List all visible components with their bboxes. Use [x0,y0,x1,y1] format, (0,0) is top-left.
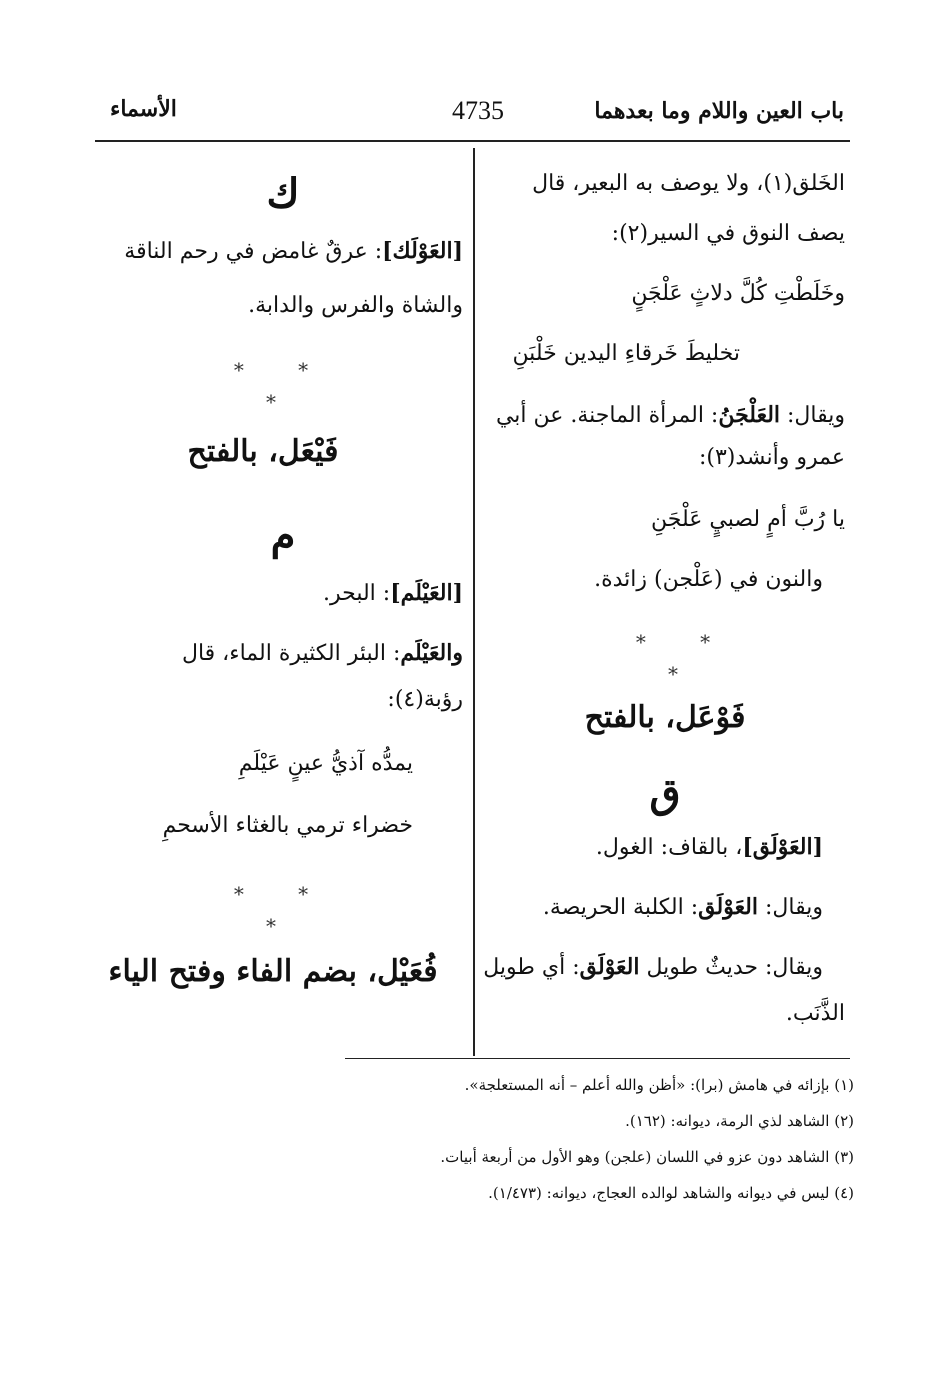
entry-definition: : البئر الكثيرة الماء، قال [181,641,401,666]
section-separator: * * * [635,630,735,686]
dictionary-entry [124,234,463,269]
text-prefix: ويقال: [765,895,823,920]
entry-definition: : البحر. [322,581,391,606]
footnote: (١) بإزائه في هامش (برا): «أظن والله أعلم – أنه المستعلجة». [464,1076,854,1094]
verse-line: تخليطَ خَرقاءِ اليدين خَلْبَنِ [512,341,740,366]
dictionary-entry [543,890,823,925]
entry-definition: : الكلبة الحريصة. [542,895,699,920]
page-number: 4735 [452,96,504,125]
entry-term: [العَوْلَق] [742,834,823,860]
text-line: عمرو وأنشد(٣): [698,445,845,470]
verse-line: وخَلَطْتِ كُلَّ دلاثٍ عَلْجَنٍ [631,281,845,306]
section-heading: فَيْعَل، بالفتح [187,434,339,469]
footnote: (٤) ليس في ديوانه والشاهد لوالده العجاج، ديوانه: (١/٤٧٣). [488,1184,854,1202]
text-prefix: ويقال: [787,403,845,428]
letter-heading: ك [266,170,300,217]
footnote: (٢) الشاهد لذي الرمة، ديوانه: (١٦٢). [625,1112,854,1130]
footnote: (٣) الشاهد دون عزو في اللسان (علجن) وهو الأول من أربعة أبيات. [440,1148,854,1166]
text-line: الذَّنَب. [785,1001,845,1026]
section-separator: * * * [233,358,333,414]
verse-line: خضراء ترمي بالغثاء الأسحمِ [162,813,413,838]
text-prefix: ويقال: حديثٌ طويل [646,955,823,980]
dictionary-entry [596,830,823,865]
verse-line: يا رُبَّ أمٍ لصبيٍ عَلْجَنِ [651,507,845,532]
text-line: والشاة والفرس والدابة. [248,293,463,318]
text-line: يصف النوق في السير(٢): [611,221,845,246]
section-heading: فَوْعَل، بالفتح [584,700,746,735]
entry-term: والعَيْلَم [400,640,463,666]
entry-term: العَوْلَق [698,894,759,920]
entry-definition: ، بالقاف: الغول. [595,835,743,860]
text-line: رؤبة(٤): [387,687,463,712]
entry-term: [العَيْلَم] [390,580,463,606]
header-chapter-title: باب العين واللام وما بعدهما [594,98,844,124]
footnote-rule [345,1058,850,1059]
entry-term: العَوْلَق [579,954,640,980]
section-separator: * * * [233,882,333,938]
letter-heading: ق [649,770,681,817]
header-rule [95,140,850,142]
text-line: الخَلق(١)، ولا يوصف به البعير، قال [532,171,845,196]
entry-term: العَلْجَنُ [718,402,781,428]
dictionary-entry [182,636,463,671]
section-heading: فُعَيْل، بضم الفاء وفتح الياء [108,954,438,989]
column-divider [473,148,475,1056]
entry-definition: : أي طويل [483,955,580,980]
letter-heading: م [270,512,296,559]
text-line: والنون في (عَلْجن) زائدة. [594,567,823,592]
header-section-title: الأسماء [110,96,177,122]
entry-definition: : عرقٌ غامض في رحم الناقة [124,239,383,264]
verse-line: يمدُّه آذيُّ عينٍ عَيْلَمِ [238,751,413,776]
text-line [496,398,845,433]
dictionary-entry [483,950,823,985]
text-rest: : المرأة الماجنة. عن أبي [495,403,719,428]
dictionary-entry [323,576,463,611]
entry-term: [العَوْلَك] [382,238,463,264]
